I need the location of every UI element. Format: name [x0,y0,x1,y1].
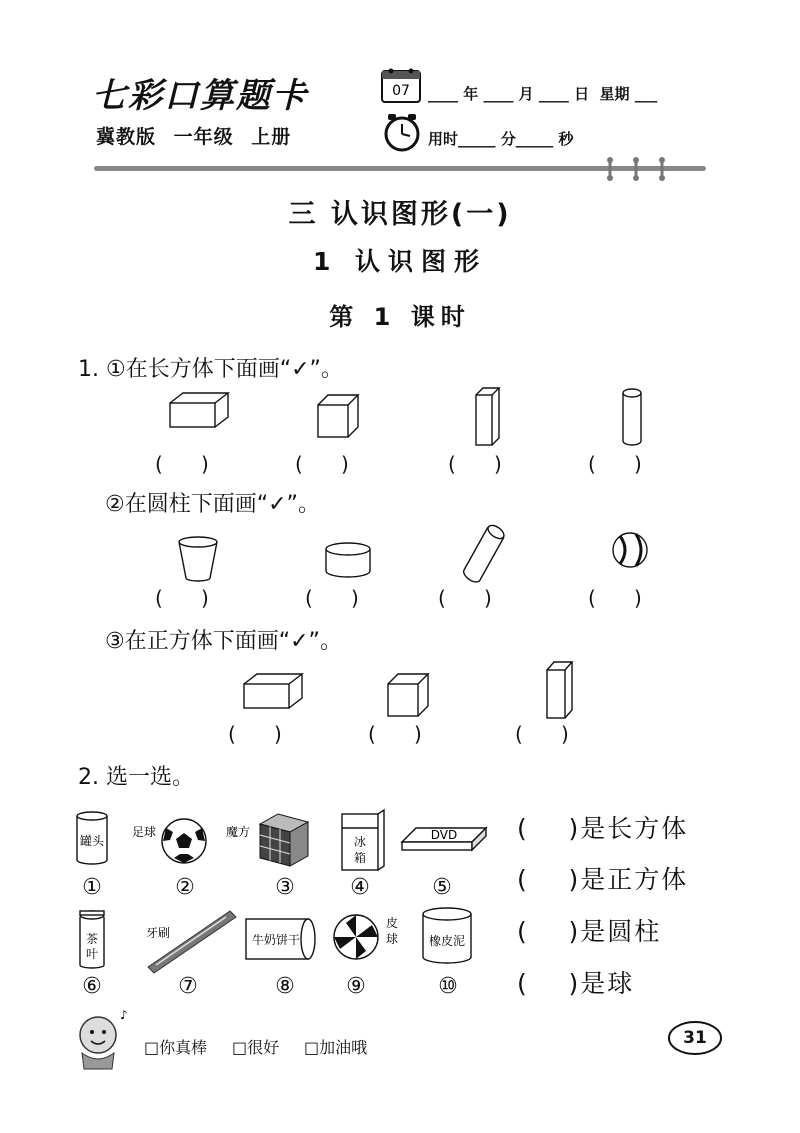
cookie-label: 牛奶饼干 [251,933,301,947]
svg-text:♪: ♪ [120,1008,128,1022]
cartoon-character-icon [68,1005,138,1075]
ball-label-1: 皮 [386,916,399,930]
item-number: ④ [350,875,370,900]
calendar-number: 07 [392,83,410,99]
answer-blank[interactable]: ( ) [295,452,349,476]
q1-part2-prompt: ②在圆柱下面画“✓”。 [105,492,320,517]
cuboid-shape [244,674,302,708]
fridge-object [342,810,384,870]
item-number: ⑧ [275,974,295,999]
q2-row2-objects [70,905,510,975]
can-label: 罐头 [79,834,105,848]
football-label: 足球 [132,825,157,839]
answer-blank[interactable]: ( ) [515,722,569,746]
answer-blank[interactable]: ( ) [588,586,642,610]
answer-blank[interactable]: ( ) [448,452,502,476]
cube-shape [388,674,428,716]
striped-ball-shape [613,533,647,567]
clock-icon [382,112,422,152]
subsection-title: 1 认识图形 [312,247,488,276]
item-number: ⑤ [432,875,452,900]
rating-great[interactable]: □你真棒 [144,1038,208,1057]
q1-part1-shapes [150,385,690,450]
item-number: ③ [275,875,295,900]
section-title: 三 认识图形(一) [288,199,512,230]
tall-prism-shape [476,388,499,445]
calendar-icon [380,66,422,104]
item-number: ⑦ [178,974,198,999]
beach-ball-object [334,915,378,959]
answer-blank[interactable]: ( ) [155,586,209,610]
q2-row1-objects [70,808,510,878]
short-cylinder-shape [326,543,370,577]
fridge-label-2: 箱 [353,851,367,865]
date-line: ____ 年 ____ 月 ____ 日 星期 ___ [428,85,658,103]
tea-label-1: 茶 [85,932,99,946]
cube-shape [318,395,358,437]
magic-cube-object [260,814,308,866]
clay-object [423,908,471,963]
brand-title: 七彩口算题卡 [92,76,308,116]
answer-blank[interactable]: ( ) [155,452,209,476]
lesson-title: 第 1 课时 [329,303,471,331]
clay-label: 橡皮泥 [428,934,466,948]
answer-cylinder[interactable]: ( )是圆柱 [517,917,662,946]
football-object [162,819,206,863]
dvd-object [402,828,486,850]
item-number: ① [82,875,102,900]
answer-blank[interactable]: ( ) [305,586,359,610]
item-number: ⑥ [82,974,102,999]
q1-part3-prompt: ③在正方体下面画“✓”。 [105,629,342,654]
tea-label-2: 叶 [85,947,99,961]
ring-binder-decoration [600,156,680,182]
item-number: ② [175,875,195,900]
answer-blank[interactable]: ( ) [228,722,282,746]
toothbrush-label: 牙刷 [146,926,171,940]
page-number: 31 [683,1028,707,1048]
answer-blank[interactable]: ( ) [438,586,492,610]
cookie-tube-object [246,919,315,959]
cuboid-shape [170,393,228,427]
time-line: 用时_____ 分_____ 秒 [428,130,574,148]
toothbrush-object [148,911,236,973]
magic-cube-label: 魔方 [226,825,251,839]
answer-sphere[interactable]: ( )是球 [517,969,635,998]
rating-good[interactable]: □很好 [232,1038,280,1057]
item-number: ⑨ [346,974,366,999]
q1-part2-shapes [150,522,690,584]
dvd-label: DVD [430,828,458,842]
item-number: ⑩ [438,974,458,999]
fridge-label-1: 冰 [353,835,367,849]
answer-cuboid[interactable]: ( )是长方体 [517,814,689,843]
cup-shape [179,537,217,581]
tea-can-object [80,911,104,968]
rating-try-harder[interactable]: □加油哦 [304,1038,368,1057]
answer-blank[interactable]: ( ) [588,452,642,476]
tilted-cylinder-shape [464,523,507,582]
answer-cube[interactable]: ( )是正方体 [517,865,689,894]
q1-part1-prompt: 1. ①在长方体下面画“✓”。 [78,357,343,382]
q2-prompt: 2. 选一选。 [78,765,194,790]
ball-label-2: 球 [386,932,399,946]
cylinder-shape [623,389,641,445]
can-object [77,812,107,864]
answer-blank[interactable]: ( ) [368,722,422,746]
q1-part3-shapes [230,660,610,722]
edition-label: 冀教版 一年级 上册 [96,126,292,148]
tall-prism-shape [547,662,572,718]
